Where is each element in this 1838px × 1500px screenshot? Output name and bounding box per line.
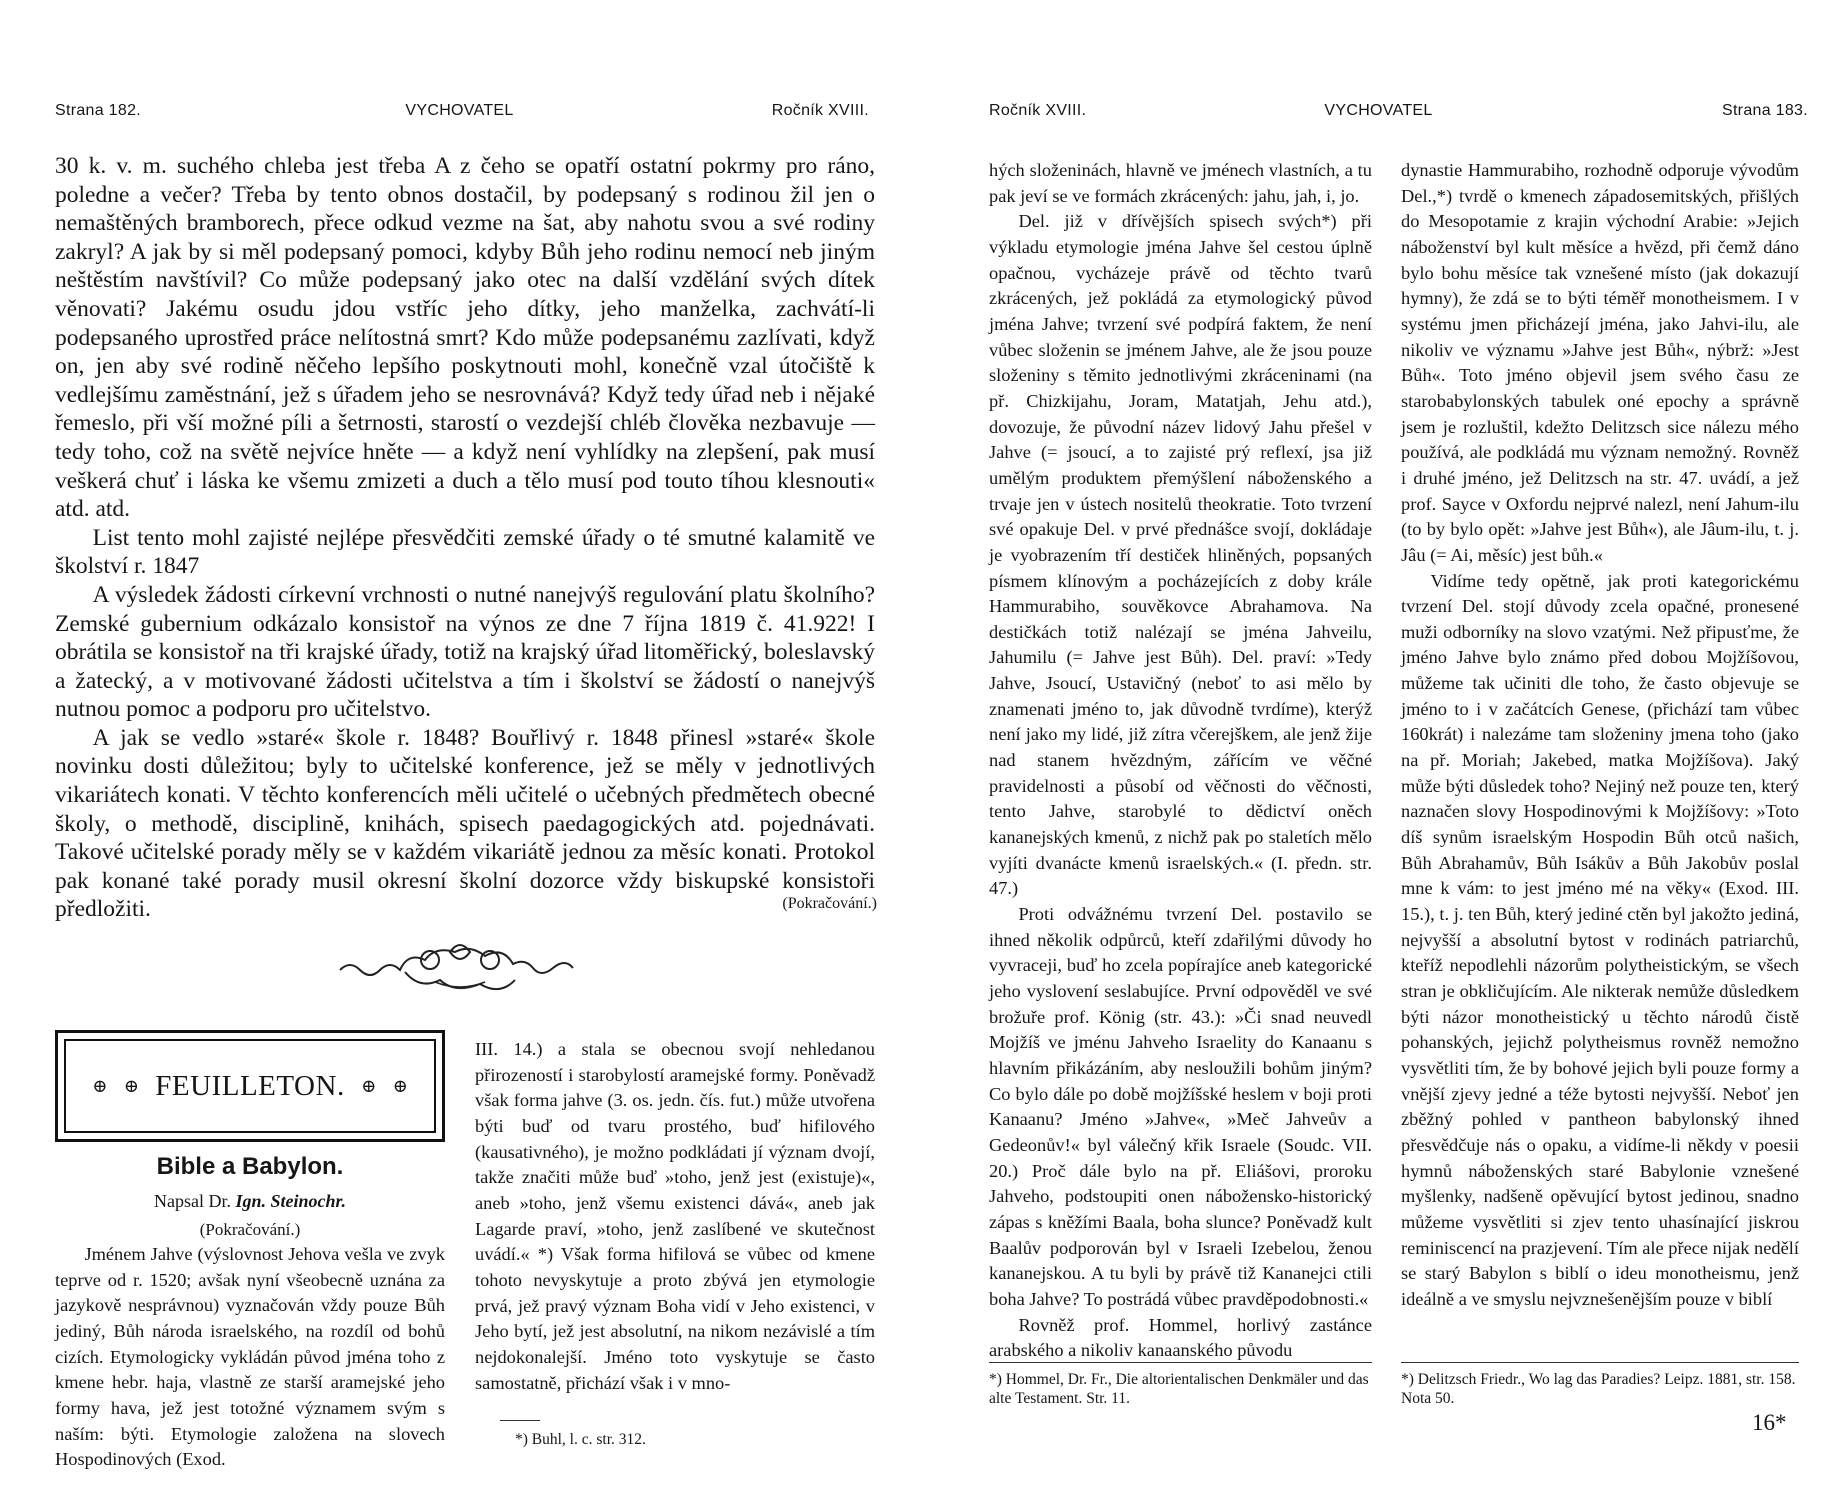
ornament-dot-icon: ⊕ [361, 1075, 377, 1096]
volume-label: Ročník XVIII. [771, 102, 869, 119]
page-number: Strana 183. [1721, 102, 1808, 119]
paragraph: A jak se vedlo »staré« škole r. 1848? Bouřlivý r. 1848 přinesl »staré« škole novinku dosti důležitou; byly to učitelské konference, jež se měly v jednotlivých vikariátech konati. V těchto konferencích měli učitelé o učebných předmětech obecné školy, o methodě, disciplině, knihách, spisech paedagogických atd. pojednávati. Takové učitelské porady měly se v každém vikariátě jednou za měsíc konati. Protokol pak konané také porady musil okresní školní dozorce vždy biskupské konsistoři předložiti. [55, 724, 875, 923]
feuilleton-box [55, 1030, 445, 1142]
footnote: *) Buhl, l. c. str. 312. [515, 1431, 646, 1448]
paragraph: Rovněž prof. Hommel, horlivý zastánce arabského a nikoliv kanaanského původu [989, 1314, 1372, 1361]
volume-label: Ročník XVIII. [989, 102, 1087, 119]
paragraph: 30 k. v. m. suchého chleba jest třeba A z čeho se opatří ostatní pokrmy pro ráno, poledne a večer? Třeba by tento obnos dostačil, by podepsaný s rodinou žil jen o nemaštěných bramborech, přece odkud vezme na šat, aby nahotu svou a své rodiny zakryl? A jak by si měl podepsaný pomoci, kdyby Bůh jeho rodinu nemocí neb jiným neštěstím navštívil? Co může podepsaný jako otec na další vzdělání svých dítek věnovati? Jakému osudu jdou vstříc jeho dítky, jeho manželka, zachvátí-li podepsaného uprostřed práce nelítostná smrt? Kdo může podepsanému zazlívati, když on, jen aby své rodině něčeho lepšího poskytnouti mohl, konečně vzal útočiště k vedlejšímu zaměstnání, jež s úřadem jeho se nesrovnává? Když tedy úřad neb i nějaké řemeslo, při vší možné píli a šetrnosti, starostí o vezdejší chléb člověka nezbavuje — tedy toho, což na světě nejvíce hněte — a když není vyhlídky na zlepšení, pak musí veškerá chuť i láska ke všemu zmizeti a duch a tělo musí pod touto tíhou klesnouti« atd. atd. [55, 153, 875, 523]
feuilleton-heading: FEUILLETON. [155, 1069, 345, 1102]
paragraph: Proti odvážnému tvrzení Del. postavilo se ihned několik odpůrců, kteří zdařilými důvody ho vyvraceji, buď ho zcela popírajíce aneb kategorické jeho vyslovení seslabujíce. První odpověděl ve své brožuře prof. König (str. 43.): »Či snad neuvedl Mojžíš ve jménu Jahveho Israelity do Kanaanu s hlavním přikázáním, aby nesloužili bohům jiným? Co bylo dále po době mojžíšské heslem v boji proti Kanaanu? Jméno »Jahve«, »Meč Jahveův a Gedeonův!« byl válečný křik Israele (Soudc. VII. 20.) Proč dále bylo na př. Eliášovi, proroku Jahveho, podstoupiti onen nábožensko-historický zápas s kněžími Baala, boha slunce? Poněvadž kult Baalův podporován byl v Israeli Izebelou, ženou kananejskou. A tu byli by právě tiž Kananejci ctili boha Jahve? To postrádá vůbec pravděpodobnosti.« [989, 904, 1372, 1309]
footnote: *) Delitzsch Friedr., Wo lag das Paradies? Leipz. 1881, str. 158. Nota 50. [1401, 1371, 1796, 1407]
ornament-divider [335, 930, 585, 1002]
running-title: VYCHOVATEL [405, 102, 514, 119]
article-continued: (Pokračování.) [199, 1220, 301, 1239]
article-title: Bible a Babylon. [156, 1153, 344, 1180]
column-2 [1401, 158, 1799, 1313]
footnote-rule [1401, 1362, 1799, 1363]
paragraph: dynastie Hammurabiho, rozhodně odporuje vývodům Del.,*) tvrdě o kmenech západosemitských, přišlých do Mesopotamie z krajin východní Arabie: »Jejich náboženství byl kult měsíce a hvězd, při čemž dáno bylo bohu měsíce tak vznešené místo (jak dokazují hymny), že zdá se to býti téměř monotheismem. I v systému jmen přicházejí jména, jako Jahvi-ilu, ale nikoliv ve významu »Jahve jest Bůh«, nýbrž: »Jest Bůh«. Toto jméno objevil jsem svého času ze starobabylonských tabulek oné epochy a správně jsem je rozluštil, kdežto Delitzsch sice nálezu mého používá, ale podkládá mu význam nemožný. Rovněž i druhé jméno, jež Delitzsch na str. 47. uvádí, a jež prof. Sayce v Oxfordu nejprvé nalezl, není Jahum-ilu (to by bylo opět: »Jahve jest Bůh«), ale Jâum-ilu, t. j. Jâu (= Ai, měsíc) jest bůh.« [1401, 160, 1799, 565]
feuilleton-column-1 [55, 1242, 445, 1473]
paragraph: List tento mohl zajisté nejlépe přesvědčiti zemské úřady o té smutné kalamitě ve školství r. 1847 [55, 524, 875, 580]
ornament-dot-icon: ⊕ [123, 1075, 139, 1096]
main-text [55, 152, 875, 924]
footnote-rule [500, 1420, 540, 1421]
paragraph: Vidíme tedy opětně, jak proti kategorickému tvrzení Del. stojí důvody zcela opačné, pronesené muži odborníky na slovo vzatými. Než připusťme, že jméno Jahve bylo známo před dobou Mojžíšovou, můžeme tak učiniti dle toho, že často objevuje se jméno to i v začátcích Genese, (přichází tam vůbec 160krát) i nalezáme tam složeniny jmena toho (jako na př. Moriah; Jakebed, matka Mojžíšova). Jaký může býti důsledek toho? Nejiný než pouze ten, který naznačen slovy Hospodinovými k Mojžíšovy: »Toto díš synům israelským Hospodin Bůh otců našich, Bůh Abrahamův, Bůh Isákův a Bůh Jakobův poslal mne k vám: to jest jméno mé na věky« (Exod. III. 15.), t. j. ten Bůh, který jediné ctěn byl jakožto jediná, nejvyšší a absolutní bytost v rodinách patriarchů, kteříž nepodlehli názorům polytheistickým, se všech stran je obkličujícím. Ale nikterak nemůže důsledkem býti názor monotheistický u těchto národů čistě pohanských, jejichž polytheismus rovněž nemožno vysvětliti tím, že by bohové jejich byli pouze formy a vnější zjevy jedné a téže bytosti nejvyšší. Neboť jen zběžný pohled v pantheon babylonský ihned přesvědčuje nás o opaku, a vidíme-li někdy v poesii hymnů náboženských staré Babylonie vznešené myšlenky, nadšeně opěvující bytost jedinou, snadno můžeme vysvětliti si zjev tento uhasínající jiskrou reminiscencí na prazjevení. Tím ale přece nijak nedělí se starý Babylon s biblí o ideu monotheismu, jenž ideálně a ve smyslu nejvznešenějším pouze v biblí [1401, 570, 1799, 1309]
signature-mark: 16* [1752, 1410, 1787, 1435]
column-1 [989, 158, 1372, 1364]
footnote: *) Hommel, Dr. Fr., Die altorientalischen Denkmäler und das alte Testament. Str. 11. [989, 1371, 1369, 1407]
right-page [919, 0, 1838, 1500]
ornament-dot-icon: ⊕ [392, 1075, 408, 1096]
byline-author: Ign. Steinochr. [235, 1191, 347, 1211]
feuilleton-column-2 [475, 1037, 875, 1396]
paragraph: Del. již v dřívějších spisech svých*) při výkladu etymologie jména Jahve šel cestou úplně opačnou, vycházeje právě od těchto tvarů zkrácených, jež pokládá za etymologický původ jména Jahve; tvrzení své podpírá faktem, že není vůbec složenin se jménem Jahve, ale že jsou pouze složeniny s těmito jednotlivými zkráceninami (na př. Chizkijahu, Joram, Matatjah, Jehu atd.), dovozuje, že původní název lidový Jahu přešel v Jahve (= jsoucí, a to zajisté prý reflexí, jsa již umělým produktem přemýšlení náboženského a trvaje jen v ústech nositelů theokratie. Toto tvrzení své opakuje Del. v prvé přednášce svojí, dokládaje je vyobrazením tří destiček hliněných, popsaných písmem klínovým a pocházejících z doby krále Hammurabiho, souvěkovce Abrahamova. Na destičkách totiž nalézají se jména Jahveilu, Jahumilu (= Jahve jest Bůh). Del. praví: »Tedy Jahve, Jsoucí, Ustavičný (neboť to asi mělo by znamenati jméno to, jak důvodně tvrdíme), kterýž není jako my lidé, již zítra včerejškem, ale jenž žije nad stanem hvězdným, zářícím ve věčné pravidelnosti a působí od věčnosti do věčnosti, tento Jahve, starobylé to dědictví oněch kananejských kmenů, z nichž pak po staletích mělo vyjíti dvanácte kmenů israelských.« (I. předn. str. 47.) [989, 211, 1372, 899]
paragraph: III. 14.) a stala se obecnou svojí nehledanou přirozeností i starobylostí aramejské formy. Poněvadž však forma jahve (3. os. jedn. čís. fut.) může utvořena býti buď od tvaru prostého, buď hifilového (kausativného), je možno podkládati jí význam dvojí, takže značiti může buď »toho, jenž jest (existuje)«, aneb »toho, jenž všemu existenci dává«, aneb jak Lagarde praví, »toho, jenž zaslíbené ve skutečnost uvádí.« *) Však forma hifilová se vůbec od kmene tohoto nevyskytuje a proto zbývá jen etymologie prvá, jež pravý význam Boha vidí v Jeho existenci, v Jeho bytí, jež jest absolutní, na nikom nezávislé a tím nejdokonalejší. Jméno toto vyskytuje se často samostatně, přichází však i v mno- [475, 1039, 875, 1393]
byline-prefix: Napsal Dr. [153, 1191, 236, 1211]
paragraph: A výsledek žádosti církevní vrchnosti o nutné nanejvýš regulování platu školního? Zemské gubernium odkázalo konsistoř na výnos ze dne 7 října 1819 č. 41.922! I obrátila se konsistoř na tři krajské úřady, totiž na krajský úřad litoměřický, boleslavský a žatecký, a v motivované žádosti učitelstva a tím i školství se žádostí o nanejvýš nutnou pomoc a podporu pro učitelstvo. [55, 581, 875, 723]
running-title: VYCHOVATEL [1324, 102, 1433, 119]
footnote-rule [989, 1362, 1372, 1363]
byline [55, 1191, 445, 1212]
paragraph: Jménem Jahve (výslovnost Jehova vešla ve zvyk teprve od r. 1520; avšak nyní všeobecně uznána za jazykově nesprávnou) vyznačován vždy pouze Bůh jediný, Bůh národa israelského, na rozdíl od bohů cizích. Etymologicky vykládán původ jména toho z kmene hebr. haja, vlastně ze starší aramejské jeho formy hava, jež jest totožné významem svým s naším: býti. Etymologie založena na slovech Hospodinových (Exod. [55, 1244, 445, 1470]
continued-note: (Pokračování.) [782, 895, 877, 912]
ornament-dot-icon: ⊕ [92, 1075, 108, 1096]
page-number: Strana 182. [55, 102, 142, 119]
paragraph: hých složeninách, hlavně ve jménech vlastních, a tu pak jeví se ve formách zkrácených: jahu, jah, i, jo. [989, 160, 1372, 206]
